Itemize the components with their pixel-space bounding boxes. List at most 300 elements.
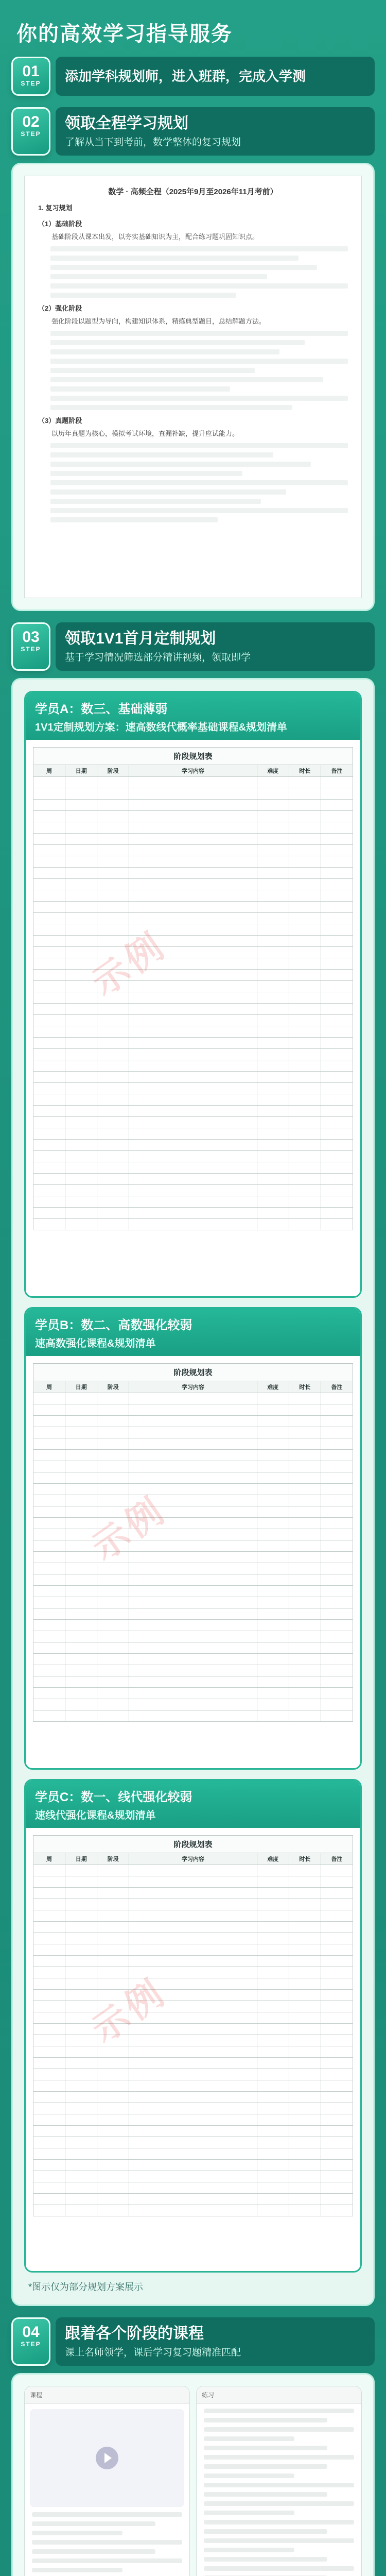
table-cell [97,2080,129,2092]
table-row [33,1899,353,1910]
custom-plan-panel [11,678,375,2306]
table-row [33,1026,353,1038]
table-cell [321,2137,353,2148]
table-cell [129,1208,257,1219]
step-header [56,107,375,156]
table-cell [321,1665,353,1676]
table-cell [129,1597,257,1608]
table-cell [289,1060,321,1072]
table-cell [129,2046,257,2058]
table-cell [289,1026,321,1038]
table-cell [129,1094,257,1106]
phone-screenshot-course [24,2386,190,2576]
table-cell [65,1060,97,1072]
table-cell [65,2069,97,2080]
table-cell [257,788,289,800]
table-cell [289,1967,321,1978]
table-cell [97,1620,129,1631]
table-row [33,1631,353,1642]
table-cell [33,1978,65,1990]
table-cell [289,2148,321,2160]
watermark: 示例 [84,1971,174,2050]
step-1 [11,57,375,96]
table-cell [33,1620,65,1631]
table-cell [289,2160,321,2171]
table-cell [65,1978,97,1990]
table-cell [321,2160,353,2171]
table-cell [129,1990,257,2001]
table-cell [257,1450,289,1461]
table-cell [129,1472,257,1484]
table-cell [129,1574,257,1586]
table-cell [33,2058,65,2069]
step-title: 添加学科规划师，进入班群，完成入学测 [65,69,306,84]
table-cell [33,2035,65,2046]
table-cell [33,1990,65,2001]
table-row [33,1574,353,1586]
table-cell [33,1518,65,1529]
table-cell [129,1015,257,1026]
table-cell [65,970,97,981]
table-cell [97,1529,129,1540]
table-cell [97,1676,129,1688]
table-cell [65,1574,97,1586]
table-cell [289,1586,321,1597]
table-cell [289,1049,321,1060]
step-header [56,2317,375,2366]
table-cell [321,2126,353,2137]
step-label: STEP [21,646,41,653]
table-cell [257,845,289,856]
table-cell [321,1117,353,1128]
table-cell [65,1665,97,1676]
table-header-cell: 难度 [257,1853,289,1865]
table-cell [97,2046,129,2058]
table-cell [257,1185,289,1196]
table-cell [65,1106,97,1117]
table-cell [129,1876,257,1888]
table-cell [65,890,97,902]
step-badge [11,107,50,156]
table-cell [65,1654,97,1665]
table-header-cell: 难度 [257,765,289,777]
table-cell [65,936,97,947]
table-cell [97,2001,129,2012]
table-cell [33,1506,65,1518]
table-cell [97,1060,129,1072]
table-cell [257,1015,289,1026]
table-cell [129,1049,257,1060]
table-cell [321,2103,353,2114]
video-player[interactable] [30,2409,184,2507]
table-row [33,1495,353,1506]
table-cell [33,2182,65,2194]
table-cell [289,1574,321,1586]
table-row [33,1688,353,1699]
table-cell [65,1967,97,1978]
table-cell [97,1899,129,1910]
table-row [33,2205,353,2216]
table-cell [257,1393,289,1404]
table-cell [289,788,321,800]
table-cell [289,2137,321,2148]
plan-student: 学员C：数一、线代强化较弱 [35,1790,192,1804]
table-cell [321,1083,353,1094]
table-cell [97,1140,129,1151]
table-cell [33,1529,65,1540]
table-cell [129,822,257,834]
table-cell [289,1597,321,1608]
table-cell [129,800,257,811]
table-cell [321,1865,353,1876]
table-cell [257,1665,289,1676]
table-title: 阶段规划表 [33,747,353,765]
table-cell [97,936,129,947]
table-cell [97,2205,129,2216]
table-cell [289,2182,321,2194]
table-cell [321,1450,353,1461]
table-cell [65,1699,97,1710]
table-row [33,1049,353,1060]
table-cell [289,1688,321,1699]
table-cell [289,1978,321,1990]
table-cell [321,1140,353,1151]
table-row [33,1140,353,1151]
table-cell [129,1038,257,1049]
table-row [33,936,353,947]
table-cell [97,1094,129,1106]
table-cell [129,2001,257,2012]
table-header-cell: 日期 [65,765,97,777]
table-cell [289,1563,321,1574]
table-row [33,1174,353,1185]
table-cell [97,924,129,936]
play-icon[interactable] [96,2447,118,2469]
table-cell [257,1117,289,1128]
table-cell [257,1990,289,2001]
table-cell [97,1083,129,1094]
table-cell [65,811,97,822]
table-cell [289,1506,321,1518]
table-cell [321,1597,353,1608]
table-cell [129,845,257,856]
table-cell [129,2103,257,2114]
table-cell [289,1518,321,1529]
table-cell [33,992,65,1004]
table-cell [65,1586,97,1597]
table-cell [289,2058,321,2069]
table-cell [97,981,129,992]
table-header-cell: 日期 [65,1381,97,1393]
table-cell [97,1151,129,1162]
doc-section: （3）真题阶段 [38,417,82,425]
table-row [33,2012,353,2024]
table-cell [257,2148,289,2160]
table-cell [97,1106,129,1117]
plan-student: 学员B：数二、高数强化较弱 [35,1318,192,1332]
table-cell [321,2194,353,2205]
table-row [33,879,353,890]
table-cell [33,1128,65,1140]
table-cell [97,1631,129,1642]
table-cell [97,1038,129,1049]
table-cell [65,1117,97,1128]
table-cell [321,1484,353,1495]
page-title: 你的高效学习指导服务 [16,23,233,45]
table-cell [33,2092,65,2103]
table-row [33,2171,353,2182]
table-cell [33,1072,65,1083]
table-cell [65,1495,97,1506]
table-cell [97,2126,129,2137]
table-cell [97,1506,129,1518]
table-cell [129,1117,257,1128]
table-cell [321,1552,353,1563]
table-cell [65,1608,97,1620]
table-cell [97,1552,129,1563]
table-cell [65,1072,97,1083]
table-cell [33,868,65,879]
table-cell [257,2080,289,2092]
table-cell [65,2024,97,2035]
table-cell [257,1642,289,1654]
table-cell [129,1642,257,1654]
table-row [33,890,353,902]
course-panel [11,2373,375,2576]
table-cell [257,1540,289,1552]
table-cell [33,1416,65,1427]
table-cell [289,1608,321,1620]
table-cell [65,1208,97,1219]
table-cell [33,1642,65,1654]
table-cell [33,1699,65,1710]
table-cell [289,1529,321,1540]
table-cell [33,1106,65,1117]
table-cell [321,2001,353,2012]
table-cell [129,1219,257,1230]
table-cell [97,1208,129,1219]
table-cell [129,1438,257,1450]
table-cell [321,890,353,902]
table-cell [129,981,257,992]
table-cell [65,1174,97,1185]
table-cell [289,1888,321,1899]
doc-paragraph: 基础阶段从课本出发，以夯实基础知识为主，配合练习题巩固知识点。 [51,233,259,241]
table-cell [33,1038,65,1049]
table-cell [129,1506,257,1518]
table-cell [65,924,97,936]
table-cell [65,2148,97,2160]
table-cell [321,1620,353,1631]
table-cell [257,1140,289,1151]
table-cell [65,1876,97,1888]
table-row [33,902,353,913]
table-cell [97,1563,129,1574]
table-row [33,1461,353,1472]
table-cell [33,2148,65,2160]
table-cell [321,1438,353,1450]
table-cell [321,1888,353,1899]
table-cell [321,1944,353,1956]
table-cell [33,1944,65,1956]
table-row [33,1196,353,1208]
table-cell [257,913,289,924]
table-cell [257,2182,289,2194]
table-cell [289,1174,321,1185]
table-cell [33,1888,65,1899]
table-cell [129,1688,257,1699]
table-cell [129,1529,257,1540]
table-cell [289,834,321,845]
table-row [33,1438,353,1450]
table-cell [257,936,289,947]
table-cell [33,1710,65,1722]
table-cell [289,1699,321,1710]
table-cell [97,1540,129,1552]
table-cell [65,1563,97,1574]
table-cell [129,1162,257,1174]
table-cell [321,958,353,970]
table-cell [321,834,353,845]
table-cell [289,2114,321,2126]
table-cell [33,1552,65,1563]
table-cell [97,1393,129,1404]
table-cell [289,2205,321,2216]
table-cell [97,2012,129,2024]
table-cell [257,1004,289,1015]
table-cell [33,2024,65,2035]
table-cell [257,970,289,981]
table-cell [129,1026,257,1038]
table-cell [97,811,129,822]
step-label: STEP [21,80,41,87]
table-cell [65,1038,97,1049]
table-row [33,1888,353,1899]
table-title: 阶段规划表 [33,1363,353,1381]
table-cell [289,800,321,811]
table-row [33,2137,353,2148]
table-cell [129,2080,257,2092]
table-cell [65,1128,97,1140]
table-cell [289,1427,321,1438]
table-cell [97,2148,129,2160]
table-cell [65,1922,97,1933]
table-cell [97,1495,129,1506]
table-cell [289,1162,321,1174]
table-cell [97,1438,129,1450]
table-cell [257,1876,289,1888]
table-cell [289,1072,321,1083]
table-cell [321,1094,353,1106]
table-cell [289,902,321,913]
table-cell [33,1049,65,1060]
table-cell [289,811,321,822]
table-cell [129,1922,257,1933]
table-cell [257,1162,289,1174]
table-cell [129,1631,257,1642]
table-cell [65,947,97,958]
step-header [56,57,375,96]
table-cell [33,2160,65,2171]
table-cell [97,1162,129,1174]
table-row [33,1404,353,1416]
table-cell [65,1404,97,1416]
table-cell [129,777,257,788]
table-cell [289,1876,321,1888]
table-cell [257,822,289,834]
table-cell [129,2058,257,2069]
table-row [33,811,353,822]
table-cell [33,1094,65,1106]
table-cell [65,1597,97,1608]
table-cell [97,1574,129,1586]
table-cell [33,1574,65,1586]
table-cell [321,1174,353,1185]
table-cell [289,1416,321,1427]
table-cell [321,1072,353,1083]
table-cell [97,1922,129,1933]
table-cell [97,1865,129,1876]
table-cell [289,1208,321,1219]
table-cell [97,2092,129,2103]
table-cell [33,1461,65,1472]
table-cell [289,1185,321,1196]
table-cell [129,1563,257,1574]
table-cell [257,1529,289,1540]
plan-table [33,1381,353,1722]
table-cell [97,1049,129,1060]
table-row [33,2160,353,2171]
table-cell [321,1642,353,1654]
table-cell [65,1427,97,1438]
table-cell [321,1495,353,1506]
table-cell [321,1710,353,1722]
table-cell [321,1416,353,1427]
table-cell [97,1416,129,1427]
table-cell [257,1967,289,1978]
table-cell [289,1910,321,1922]
table-cell [65,2160,97,2171]
plan-header [26,1781,360,1828]
table-cell [257,1083,289,1094]
table-cell [97,2058,129,2069]
table-cell [33,1208,65,1219]
table-cell [33,2171,65,2182]
table-cell [65,1710,97,1722]
table-row [33,1967,353,1978]
table-cell [257,856,289,868]
table-cell [257,1208,289,1219]
table-cell [97,1128,129,1140]
table-cell [257,1219,289,1230]
table-row [33,1990,353,2001]
step-badge [11,622,50,671]
table-cell [33,1933,65,1944]
table-cell [289,947,321,958]
table-cell [33,1899,65,1910]
table-row [33,1642,353,1654]
table-cell [129,1865,257,1876]
table-cell [97,2103,129,2114]
table-cell [65,913,97,924]
table-cell [33,1083,65,1094]
table-cell [65,2205,97,2216]
table-cell [97,1427,129,1438]
table-cell [289,1015,321,1026]
table-cell [65,1185,97,1196]
table-cell [289,1642,321,1654]
table-cell [33,1967,65,1978]
